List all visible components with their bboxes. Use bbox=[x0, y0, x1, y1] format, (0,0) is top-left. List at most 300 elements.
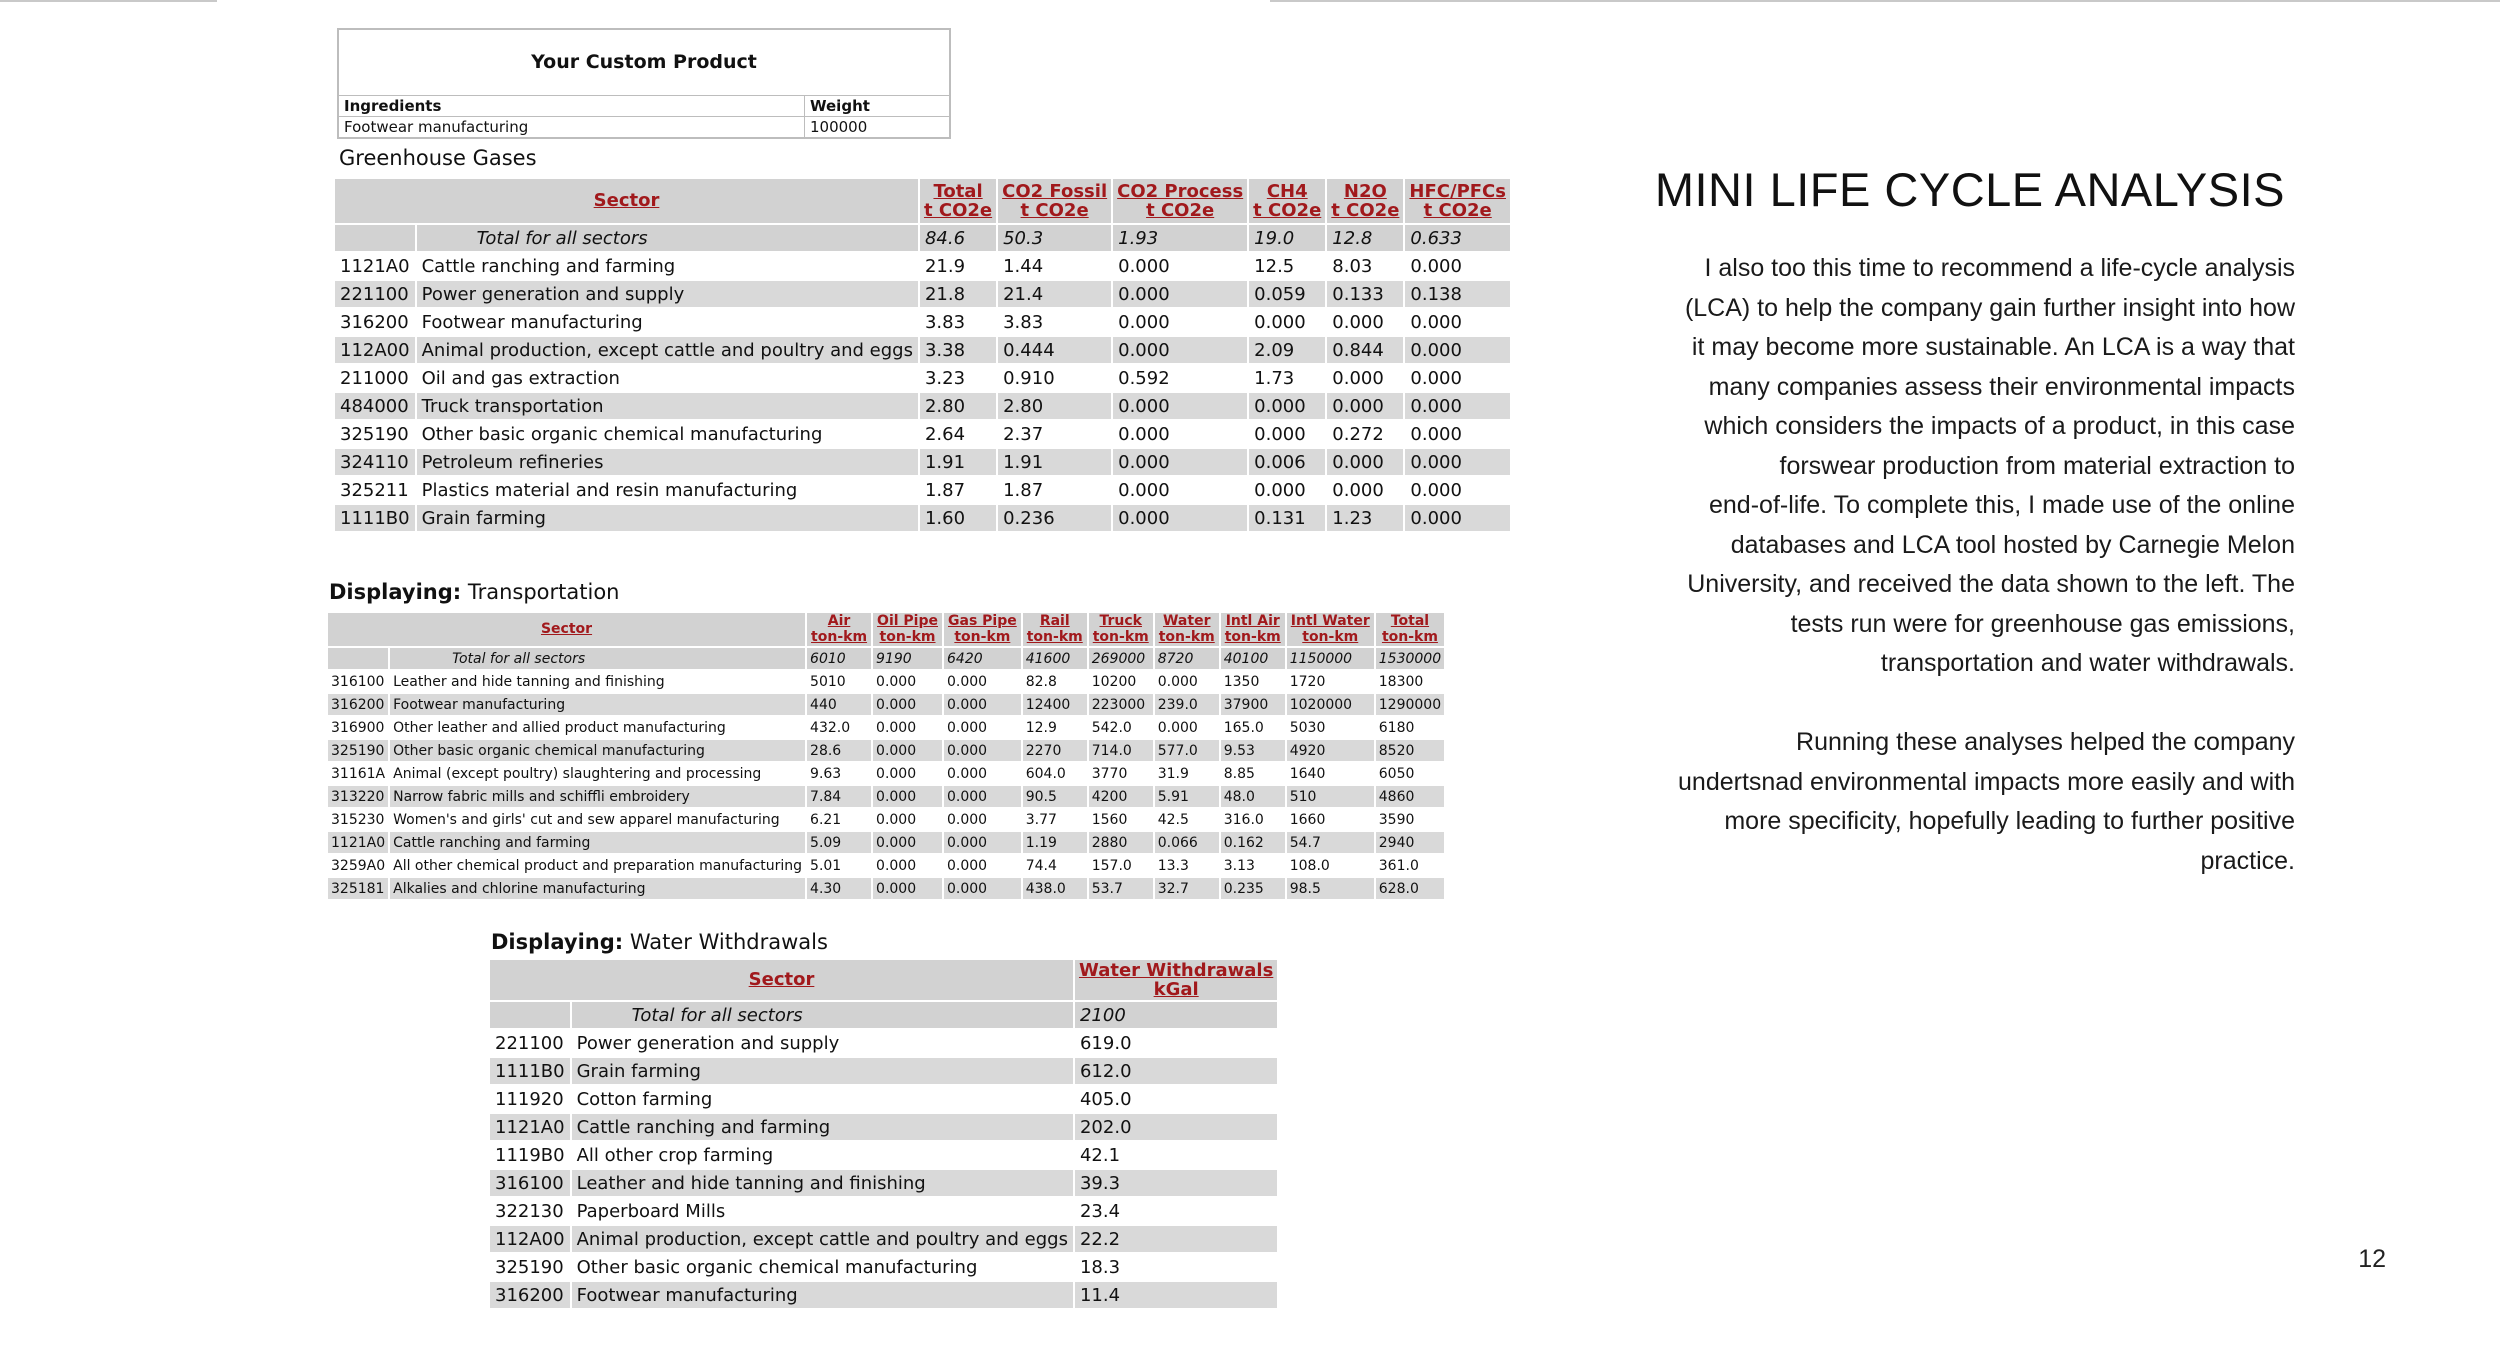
value-cell: 157.0 bbox=[1088, 854, 1154, 877]
sector-name: Plastics material and resin manufacturing bbox=[416, 476, 919, 504]
table-row bbox=[334, 364, 1511, 392]
value-cell: 0.066 bbox=[1154, 831, 1220, 854]
table-row bbox=[327, 693, 1445, 716]
value-cell: 0.000 bbox=[1248, 476, 1326, 504]
value-cell: 0.000 bbox=[872, 762, 943, 785]
sector-name: Leather and hide tanning and finishing bbox=[571, 1169, 1074, 1197]
value-cell: 18.3 bbox=[1074, 1253, 1278, 1281]
value-cell: 0.000 bbox=[1326, 308, 1404, 336]
table-row bbox=[489, 1169, 1278, 1197]
value-cell: 0.000 bbox=[1326, 364, 1404, 392]
value-cell: 4860 bbox=[1375, 785, 1445, 808]
transport-col-header: Intl Air ton-km bbox=[1220, 612, 1286, 647]
value-cell: 0.000 bbox=[1404, 336, 1511, 364]
value-cell: 0.000 bbox=[1112, 476, 1248, 504]
value-cell: 0.000 bbox=[1248, 392, 1326, 420]
value-cell: 37900 bbox=[1220, 693, 1286, 716]
value-cell: 0.000 bbox=[1112, 280, 1248, 308]
value-cell: 165.0 bbox=[1220, 716, 1286, 739]
sector-code: 211000 bbox=[334, 364, 416, 392]
value-cell: 612.0 bbox=[1074, 1057, 1278, 1085]
transport-header-row bbox=[327, 612, 1445, 647]
value-cell: 0.059 bbox=[1248, 280, 1326, 308]
sector-name: Other leather and allied product manufacturing bbox=[389, 716, 806, 739]
ghg-col-header: N2O t CO2e bbox=[1326, 178, 1404, 224]
table-row bbox=[334, 308, 1511, 336]
value-cell: 9.53 bbox=[1220, 739, 1286, 762]
custom-product-table bbox=[339, 95, 949, 137]
value-cell: 0.000 bbox=[1112, 420, 1248, 448]
value-cell: 41600 bbox=[1022, 647, 1088, 670]
value-cell: 0.000 bbox=[872, 785, 943, 808]
value-cell: 1720 bbox=[1286, 670, 1375, 693]
value-cell: 440 bbox=[806, 693, 872, 716]
top-rule-right bbox=[1270, 0, 2500, 2]
sector-name: Footwear manufacturing bbox=[571, 1281, 1074, 1309]
value-cell: 12.9 bbox=[1022, 716, 1088, 739]
sector-name: Cotton farming bbox=[571, 1085, 1074, 1113]
value-cell: 2.37 bbox=[997, 420, 1112, 448]
table-row bbox=[334, 280, 1511, 308]
value-cell: 0.000 bbox=[1404, 476, 1511, 504]
value-cell: 48.0 bbox=[1220, 785, 1286, 808]
water-col-header: Sector bbox=[489, 959, 1074, 1001]
paragraph-2-line: practice. bbox=[2200, 846, 2295, 875]
sector-name: Cattle ranching and farming bbox=[416, 252, 919, 280]
sector-code: 325190 bbox=[489, 1253, 571, 1281]
transport-caption bbox=[329, 580, 619, 604]
value-cell: 31.9 bbox=[1154, 762, 1220, 785]
sector-name: Total for all sectors bbox=[389, 647, 806, 670]
value-cell: 1150000 bbox=[1286, 647, 1375, 670]
ingredient-cell: Footwear manufacturing bbox=[339, 117, 805, 138]
value-cell: 3770 bbox=[1088, 762, 1154, 785]
table-row bbox=[327, 670, 1445, 693]
transport-col-header: Sector bbox=[327, 612, 806, 647]
value-cell: 0.000 bbox=[872, 670, 943, 693]
value-cell: 202.0 bbox=[1074, 1113, 1278, 1141]
value-cell: 0.000 bbox=[1404, 252, 1511, 280]
value-cell: 6050 bbox=[1375, 762, 1445, 785]
table-row bbox=[334, 476, 1511, 504]
value-cell: 42.5 bbox=[1154, 808, 1220, 831]
sector-name: Grain farming bbox=[416, 504, 919, 532]
water-caption-label: Displaying: bbox=[491, 930, 624, 954]
value-cell: 5.09 bbox=[806, 831, 872, 854]
transport-col-header: Rail ton-km bbox=[1022, 612, 1088, 647]
water-total-row bbox=[489, 1001, 1278, 1029]
value-cell: 2.80 bbox=[997, 392, 1112, 420]
value-cell: 12.8 bbox=[1326, 224, 1404, 252]
value-cell: 21.9 bbox=[919, 252, 997, 280]
table-row bbox=[489, 1113, 1278, 1141]
value-cell: 2940 bbox=[1375, 831, 1445, 854]
value-cell: 0.131 bbox=[1248, 504, 1326, 532]
paragraph-1-line: University, and received the data shown to the left. The bbox=[1687, 570, 2295, 598]
sector-name: Women's and girls' cut and sew apparel manufacturing bbox=[389, 808, 806, 831]
value-cell: 8.03 bbox=[1326, 252, 1404, 280]
value-cell: 0.000 bbox=[1326, 476, 1404, 504]
value-cell: 4920 bbox=[1286, 739, 1375, 762]
value-cell: 0.000 bbox=[943, 739, 1022, 762]
ghg-col-header: CH4 t CO2e bbox=[1248, 178, 1326, 224]
sector-name: Alkalies and chlorine manufacturing bbox=[389, 877, 806, 900]
value-cell: 2.09 bbox=[1248, 336, 1326, 364]
water-body bbox=[489, 1001, 1278, 1309]
table-row bbox=[334, 392, 1511, 420]
table-row bbox=[334, 448, 1511, 476]
value-cell: 0.006 bbox=[1248, 448, 1326, 476]
value-cell: 98.5 bbox=[1286, 877, 1375, 900]
value-cell: 0.000 bbox=[943, 670, 1022, 693]
value-cell: 2270 bbox=[1022, 739, 1088, 762]
ghg-col-header: Sector bbox=[334, 178, 919, 224]
transport-col-header: Oil Pipe ton-km bbox=[872, 612, 943, 647]
paragraph-1-line: end-of-life. To complete this, I made use of the online bbox=[1709, 491, 2295, 519]
table-row bbox=[489, 1253, 1278, 1281]
sector-name: Truck transportation bbox=[416, 392, 919, 420]
paragraph-1-line: databases and LCA tool hosted by Carnegie Melon bbox=[1730, 530, 2295, 559]
value-cell: 32.7 bbox=[1154, 877, 1220, 900]
value-cell: 84.6 bbox=[919, 224, 997, 252]
value-cell: 577.0 bbox=[1154, 739, 1220, 762]
value-cell: 42.1 bbox=[1074, 1141, 1278, 1169]
value-cell: 361.0 bbox=[1375, 854, 1445, 877]
paragraph-1-line: (LCA) to help the company gain further insight into how bbox=[1684, 293, 2295, 322]
sector-name: Animal production, except cattle and poultry and eggs bbox=[571, 1225, 1074, 1253]
value-cell: 10200 bbox=[1088, 670, 1154, 693]
value-cell: 1.60 bbox=[919, 504, 997, 532]
value-cell: 0.000 bbox=[872, 808, 943, 831]
ghg-header-row bbox=[334, 178, 1511, 224]
value-cell: 0.000 bbox=[943, 762, 1022, 785]
value-cell: 21.8 bbox=[919, 280, 997, 308]
table-row bbox=[327, 808, 1445, 831]
paragraph-1 bbox=[1605, 249, 2295, 684]
value-cell: 7.84 bbox=[806, 785, 872, 808]
value-cell: 39.3 bbox=[1074, 1169, 1278, 1197]
ghg-col-header: Total t CO2e bbox=[919, 178, 997, 224]
sector-code: 313220 bbox=[327, 785, 389, 808]
transport-col-header: Air ton-km bbox=[806, 612, 872, 647]
value-cell: 5.91 bbox=[1154, 785, 1220, 808]
sector-code: 111920 bbox=[489, 1085, 571, 1113]
value-cell: 0.000 bbox=[1404, 392, 1511, 420]
value-cell: 0.000 bbox=[943, 716, 1022, 739]
sector-code: 316100 bbox=[489, 1169, 571, 1197]
value-cell: 0.133 bbox=[1326, 280, 1404, 308]
ghg-body bbox=[334, 224, 1511, 532]
value-cell: 8520 bbox=[1375, 739, 1445, 762]
value-cell: 604.0 bbox=[1022, 762, 1088, 785]
custom-product-box bbox=[337, 28, 951, 139]
sector-name: Grain farming bbox=[571, 1057, 1074, 1085]
sector-code: 1111B0 bbox=[334, 504, 416, 532]
value-cell: 0.162 bbox=[1220, 831, 1286, 854]
sector-code: 316200 bbox=[489, 1281, 571, 1309]
sector-code: 1111B0 bbox=[489, 1057, 571, 1085]
value-cell: 9190 bbox=[872, 647, 943, 670]
value-cell: 6010 bbox=[806, 647, 872, 670]
sector-code: 1119B0 bbox=[489, 1141, 571, 1169]
sector-code bbox=[327, 647, 389, 670]
value-cell: 21.4 bbox=[997, 280, 1112, 308]
water-col-header: Water Withdrawals kGal bbox=[1074, 959, 1278, 1001]
sector-name: Footwear manufacturing bbox=[389, 693, 806, 716]
value-cell: 0.000 bbox=[872, 693, 943, 716]
sector-name: Cattle ranching and farming bbox=[389, 831, 806, 854]
value-cell: 0.000 bbox=[1404, 364, 1511, 392]
value-cell: 0.000 bbox=[1404, 420, 1511, 448]
table-row bbox=[334, 252, 1511, 280]
value-cell: 0.000 bbox=[1404, 308, 1511, 336]
value-cell: 1350 bbox=[1220, 670, 1286, 693]
value-cell: 3.23 bbox=[919, 364, 997, 392]
value-cell: 53.7 bbox=[1088, 877, 1154, 900]
value-cell: 1640 bbox=[1286, 762, 1375, 785]
sector-code: 325211 bbox=[334, 476, 416, 504]
value-cell: 3.38 bbox=[919, 336, 997, 364]
table-row bbox=[489, 1057, 1278, 1085]
sector-code: 1121A0 bbox=[327, 831, 389, 854]
sector-code: 1121A0 bbox=[334, 252, 416, 280]
value-cell: 2100 bbox=[1074, 1001, 1278, 1029]
sector-code: 31161A bbox=[327, 762, 389, 785]
transport-col-header: Intl Water ton-km bbox=[1286, 612, 1375, 647]
ghg-total-row bbox=[334, 224, 1511, 252]
value-cell: 0.592 bbox=[1112, 364, 1248, 392]
custom-product-title: Your Custom Product bbox=[531, 51, 757, 73]
paragraph-1-line: transportation and water withdrawals. bbox=[1880, 649, 2295, 677]
value-cell: 1.93 bbox=[1112, 224, 1248, 252]
value-cell: 108.0 bbox=[1286, 854, 1375, 877]
sector-code: 112A00 bbox=[489, 1225, 571, 1253]
sector-name: Other basic organic chemical manufacturing bbox=[416, 420, 919, 448]
top-rule-left bbox=[0, 0, 217, 2]
value-cell: 1.91 bbox=[997, 448, 1112, 476]
paragraph-2-line: Running these analyses helped the company bbox=[1796, 728, 2295, 756]
water-table bbox=[488, 958, 1279, 1310]
value-cell: 0.000 bbox=[943, 785, 1022, 808]
paragraph-1-line: I also too this time to recommend a life-cycle analysis bbox=[1704, 254, 2295, 282]
sector-code: 221100 bbox=[334, 280, 416, 308]
sector-code: 3259A0 bbox=[327, 854, 389, 877]
value-cell: 510 bbox=[1286, 785, 1375, 808]
sector-code: 325190 bbox=[334, 420, 416, 448]
weight-cell: 100000 bbox=[805, 117, 950, 138]
sector-code: 316900 bbox=[327, 716, 389, 739]
value-cell: 6420 bbox=[943, 647, 1022, 670]
value-cell: 1290000 bbox=[1375, 693, 1445, 716]
sector-code: 322130 bbox=[489, 1197, 571, 1225]
paragraph-1-line: it may become more sustainable. An LCA is a way that bbox=[1691, 333, 2295, 361]
value-cell: 1560 bbox=[1088, 808, 1154, 831]
table-row bbox=[489, 1085, 1278, 1113]
value-cell: 0.000 bbox=[1404, 504, 1511, 532]
sector-name: Total for all sectors bbox=[416, 224, 919, 252]
value-cell: 90.5 bbox=[1022, 785, 1088, 808]
value-cell: 4200 bbox=[1088, 785, 1154, 808]
table-row bbox=[327, 762, 1445, 785]
value-cell: 438.0 bbox=[1022, 877, 1088, 900]
sector-name: Power generation and supply bbox=[416, 280, 919, 308]
ghg-table bbox=[333, 177, 1512, 533]
value-cell: 542.0 bbox=[1088, 716, 1154, 739]
value-cell: 74.4 bbox=[1022, 854, 1088, 877]
table-row bbox=[489, 1225, 1278, 1253]
table-row bbox=[489, 1197, 1278, 1225]
sector-code: 325181 bbox=[327, 877, 389, 900]
table-row bbox=[327, 831, 1445, 854]
value-cell: 1.23 bbox=[1326, 504, 1404, 532]
sector-name: Animal production, except cattle and poultry and eggs bbox=[416, 336, 919, 364]
value-cell: 40100 bbox=[1220, 647, 1286, 670]
paragraph-1-line: forswear production from material extraction to bbox=[1779, 451, 2295, 480]
transport-total-row bbox=[327, 647, 1445, 670]
value-cell: 0.000 bbox=[872, 831, 943, 854]
value-cell: 223000 bbox=[1088, 693, 1154, 716]
value-cell: 0.138 bbox=[1404, 280, 1511, 308]
sector-code: 1121A0 bbox=[489, 1113, 571, 1141]
value-cell: 1660 bbox=[1286, 808, 1375, 831]
weight-header: Weight bbox=[805, 96, 950, 117]
table-row bbox=[334, 336, 1511, 364]
sector-name: Total for all sectors bbox=[571, 1001, 1074, 1029]
value-cell: 0.000 bbox=[943, 808, 1022, 831]
sector-code: 484000 bbox=[334, 392, 416, 420]
sector-name: Leather and hide tanning and finishing bbox=[389, 670, 806, 693]
value-cell: 0.000 bbox=[1154, 670, 1220, 693]
ghg-caption: Greenhouse Gases bbox=[339, 146, 537, 170]
value-cell: 0.000 bbox=[872, 854, 943, 877]
value-cell: 0.000 bbox=[1248, 308, 1326, 336]
value-cell: 0.000 bbox=[943, 831, 1022, 854]
table-row bbox=[489, 1029, 1278, 1057]
sector-name: All other chemical product and preparation manufacturing bbox=[389, 854, 806, 877]
value-cell: 12.5 bbox=[1248, 252, 1326, 280]
transport-body bbox=[327, 647, 1445, 900]
value-cell: 2880 bbox=[1088, 831, 1154, 854]
table-row bbox=[327, 785, 1445, 808]
sector-name: Narrow fabric mills and schiffli embroidery bbox=[389, 785, 806, 808]
value-cell: 405.0 bbox=[1074, 1085, 1278, 1113]
transport-col-header: Total ton-km bbox=[1375, 612, 1445, 647]
value-cell: 8.85 bbox=[1220, 762, 1286, 785]
value-cell: 0.000 bbox=[1326, 392, 1404, 420]
value-cell: 28.6 bbox=[806, 739, 872, 762]
sector-code: 325190 bbox=[327, 739, 389, 762]
value-cell: 0.000 bbox=[1404, 448, 1511, 476]
sector-name: Power generation and supply bbox=[571, 1029, 1074, 1057]
value-cell: 23.4 bbox=[1074, 1197, 1278, 1225]
value-cell: 619.0 bbox=[1074, 1029, 1278, 1057]
value-cell: 4.30 bbox=[806, 877, 872, 900]
table-row bbox=[334, 504, 1511, 532]
value-cell: 5030 bbox=[1286, 716, 1375, 739]
value-cell: 0.000 bbox=[1112, 392, 1248, 420]
sector-name: Oil and gas extraction bbox=[416, 364, 919, 392]
sector-code: 316100 bbox=[327, 670, 389, 693]
value-cell: 50.3 bbox=[997, 224, 1112, 252]
value-cell: 3.83 bbox=[997, 308, 1112, 336]
transport-table bbox=[326, 611, 1446, 901]
value-cell: 0.000 bbox=[1112, 504, 1248, 532]
value-cell: 5010 bbox=[806, 670, 872, 693]
value-cell: 0.000 bbox=[943, 854, 1022, 877]
sector-code: 316200 bbox=[327, 693, 389, 716]
value-cell: 0.000 bbox=[1112, 448, 1248, 476]
value-cell: 6.21 bbox=[806, 808, 872, 831]
value-cell: 6180 bbox=[1375, 716, 1445, 739]
value-cell: 13.3 bbox=[1154, 854, 1220, 877]
value-cell: 239.0 bbox=[1154, 693, 1220, 716]
value-cell: 0.444 bbox=[997, 336, 1112, 364]
table-row bbox=[489, 1281, 1278, 1309]
ghg-col-header: HFC/PFCs t CO2e bbox=[1404, 178, 1511, 224]
page-number: 12 bbox=[2358, 1245, 2386, 1273]
transport-col-header: Truck ton-km bbox=[1088, 612, 1154, 647]
value-cell: 0.000 bbox=[1154, 716, 1220, 739]
value-cell: 269000 bbox=[1088, 647, 1154, 670]
value-cell: 0.000 bbox=[872, 739, 943, 762]
value-cell: 0.000 bbox=[1112, 252, 1248, 280]
value-cell: 12400 bbox=[1022, 693, 1088, 716]
sector-name: Other basic organic chemical manufacturing bbox=[389, 739, 806, 762]
table-row bbox=[327, 739, 1445, 762]
value-cell: 0.000 bbox=[1112, 308, 1248, 336]
sector-code bbox=[334, 224, 416, 252]
value-cell: 1.19 bbox=[1022, 831, 1088, 854]
value-cell: 0.633 bbox=[1404, 224, 1511, 252]
transport-caption-label: Displaying: bbox=[329, 580, 462, 604]
ghg-col-header: CO2 Process t CO2e bbox=[1112, 178, 1248, 224]
value-cell: 0.000 bbox=[872, 716, 943, 739]
transport-col-header: Gas Pipe ton-km bbox=[943, 612, 1022, 647]
value-cell: 1.91 bbox=[919, 448, 997, 476]
ingredients-header: Ingredients bbox=[339, 96, 805, 117]
value-cell: 3590 bbox=[1375, 808, 1445, 831]
paragraph-2 bbox=[1605, 723, 2295, 881]
table-row bbox=[327, 854, 1445, 877]
value-cell: 0.272 bbox=[1326, 420, 1404, 448]
sector-code: 324110 bbox=[334, 448, 416, 476]
value-cell: 0.000 bbox=[943, 693, 1022, 716]
table-row bbox=[334, 420, 1511, 448]
value-cell: 0.000 bbox=[943, 877, 1022, 900]
sector-name: Footwear manufacturing bbox=[416, 308, 919, 336]
value-cell: 82.8 bbox=[1022, 670, 1088, 693]
value-cell: 22.2 bbox=[1074, 1225, 1278, 1253]
value-cell: 18300 bbox=[1375, 670, 1445, 693]
value-cell: 5.01 bbox=[806, 854, 872, 877]
value-cell: 0.000 bbox=[872, 877, 943, 900]
article-body bbox=[1605, 249, 2295, 921]
water-header-row bbox=[489, 959, 1278, 1001]
value-cell: 11.4 bbox=[1074, 1281, 1278, 1309]
value-cell: 1020000 bbox=[1286, 693, 1375, 716]
water-caption-value: Water Withdrawals bbox=[629, 930, 828, 954]
sector-name: Cattle ranching and farming bbox=[571, 1113, 1074, 1141]
table-row bbox=[327, 877, 1445, 900]
paragraph-1-line: many companies assess their environmental impacts bbox=[1708, 372, 2295, 401]
sector-code: 316200 bbox=[334, 308, 416, 336]
value-cell: 628.0 bbox=[1375, 877, 1445, 900]
paragraph-1-line: tests run were for greenhouse gas emissions, bbox=[1790, 609, 2295, 638]
value-cell: 0.235 bbox=[1220, 877, 1286, 900]
value-cell: 19.0 bbox=[1248, 224, 1326, 252]
value-cell: 3.77 bbox=[1022, 808, 1088, 831]
value-cell: 3.13 bbox=[1220, 854, 1286, 877]
